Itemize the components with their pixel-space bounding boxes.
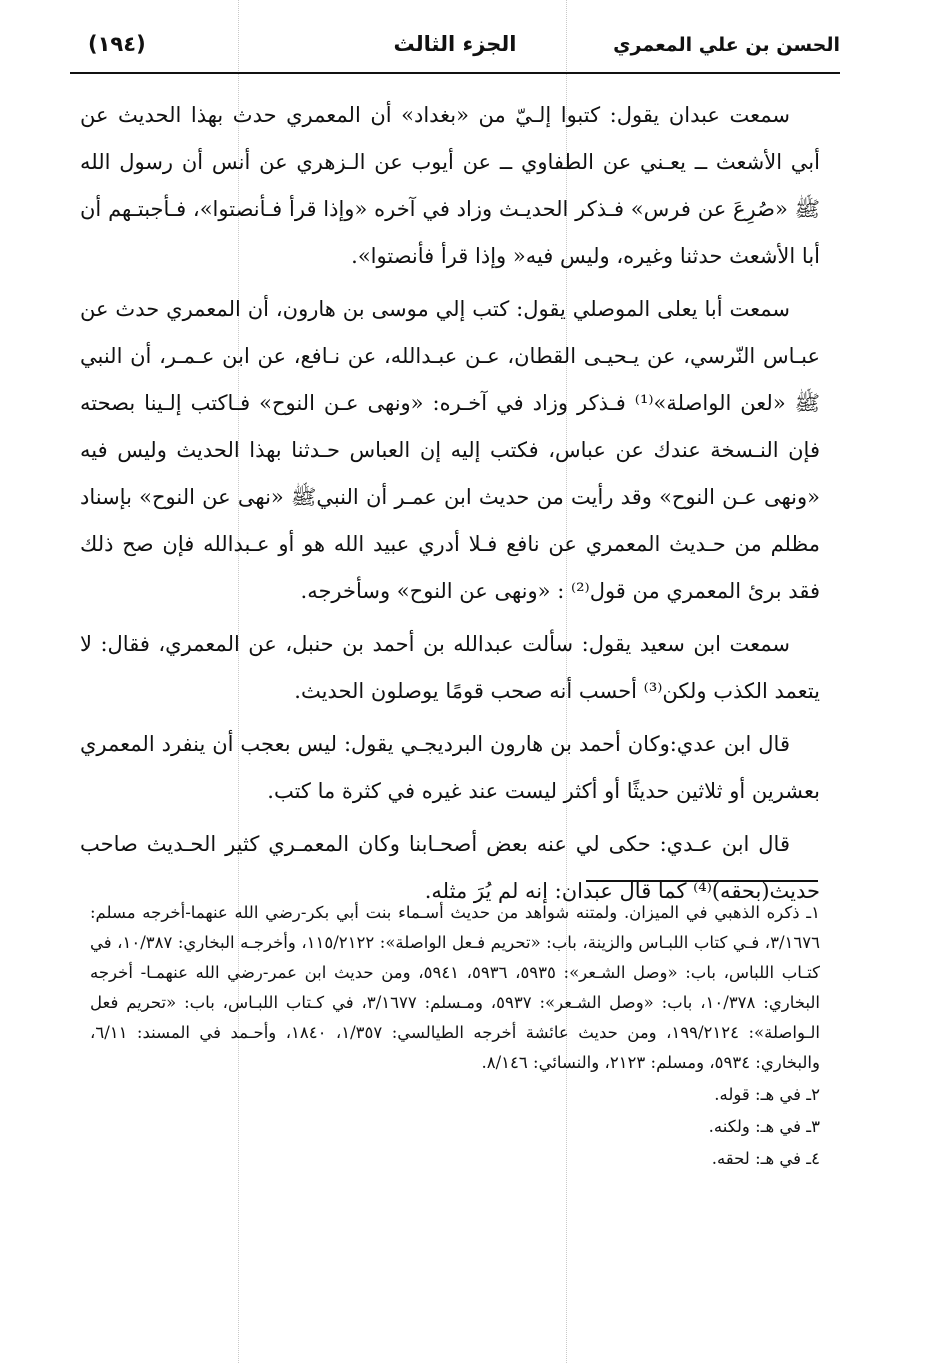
running-head-part: الجزء الثالث [393,32,517,56]
paragraph: سمعت أبا يعلى الموصلي يقول: كتب إلي موسى بن هارون، أن المعمري حدث عن عبـاس النّرسي، عن يـحيـى القطان، عـن عبـدالله، عن نـافع، عن ابن عـمـر، أن النبي ﷺ «لعن الواصلة»⁽¹⁾ فـذكر وزاد في آخـره: «ونهى عـن النوح» فـاكتب إلـينا بصحته فإن النـسخة عندك عن عباس، فكتب إليه إن العباس حـدثنا بهذا الحديث وليس فيه «ونهى عـن النوح» وقد رأيت من حديث ابن عمـر أن النبيﷺ «نهى عن النوح» بإسناد مظلم من حـديث المعمري عن نافع فـلا أدري عبيد الله هو أو عـبدالله فإن صح ذلك فقد برئ المعمري من قول⁽²⁾ : «ونهى عن النوح» وسأخرجه. [80,297,820,603]
running-head-author: الحسن بن علي المعمري [613,34,840,56]
paragraph: سمعت عبدان يقول: كتبوا إلـيّ من «بغداد» أن المعمري حدث بهذا الحديث عن أبي الأشعث ــ يعـني عن الطفاوي ــ عن أيوب عن الـزهري عن أنس أن رسول الله ﷺ «صُرِعَ عن فرس» فـذكر الحديـث وزاد في آخره «وإذا قرأ فـأنصتوا»، فـأجبتـهم أن أبا الأشعث حدثنا وغيره، وليس فيه« وإذا قرأ فأنصتوا». [80,103,820,268]
page-number: (١٩٤) [88,32,146,56]
footnote: ٤ـ في هـ: لحقه. [711,1149,820,1168]
footnote: ٢ـ في هـ: قوله. [714,1085,820,1104]
footnote-separator [586,880,818,882]
paragraph: سمعت ابن سعيد يقول: سألت عبدالله بن أحمد بن حنبل، عن المعمري، فقال: لا يتعمد الكذب ولكن⁽³⁾ أحسب أنه صحب قومًا يوصلون الحديث. [80,632,820,703]
main-text [80,92,820,921]
paragraph: قال ابن عدي:وكان أحمد بن هارون البرديجـي يقول: ليس بعجب أن ينفرد المعمري بعشرين أو ثلاثين حديثًا أو أكثر ليست عند غيره في كثرة ما كتب. [80,732,820,803]
page-header [70,28,840,74]
footnote: ١ـ ذكره الذهبي في الميزان. ولمتنه شواهد من حديث أسـماء بنت أبي بكر-رضي الله عنهما-أخرجه مسلم: ٣/١٦٧٦، فـي كتاب اللبـاس والزينة، باب: «تحريم فـعل الواصلة»: ١١٥/٢١٢٢، وأخرجـه البخاري: ١٠/٣٨٧، في كتـاب اللباس، باب: «وصل الشـعر»: ٥٩٣٥، ٥٩٣٦، ٥٩٤١، ومن حديث ابن عمر-رضي الله عنهمـا- أخرجه البخاري: ١٠/٣٧٨، باب: «وصل الشـعر»: ٥٩٣٧، ومـسلم: ٣/١٦٧٧، في كـتاب اللبـاس، باب: «تحريم فعل الـواصلة»: ١٩٩/٢١٢٤، ومن حديث عائشة أخرجه الطيالسي: ١/٣٥٧، ١٨٤٠، وأحـمد في المسند: ٦/١١، والبخاري: ٥٩٣٤، ومسلم: ٢١٢٣، والنسائي: ٨/١٤٦. [90,903,821,1072]
paragraph: قال ابن عـدي: حكى لي عنه بعض أصحـابنا وكان المعمـري كثير الحـديث صاحب حديث(بحقه)⁽⁴⁾ كما قال عبدان: إنه لم يُرَ مثله. [80,832,820,903]
footnotes [90,898,820,1176]
footnote: ٣ـ في هـ: ولكنه. [708,1117,820,1136]
